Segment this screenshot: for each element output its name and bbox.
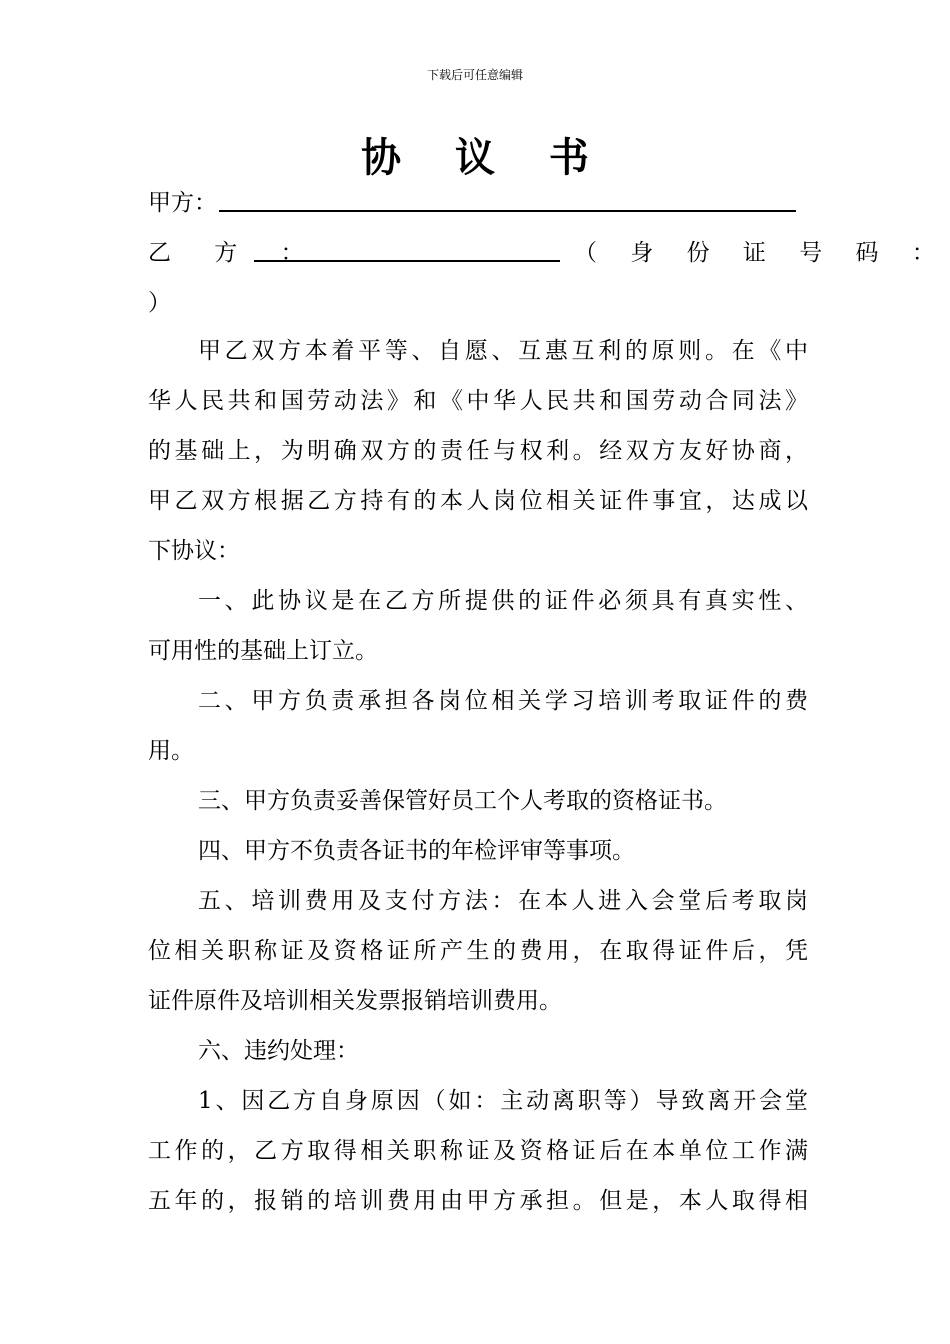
party-b-label: 乙 方 ： (148, 240, 322, 266)
body-line: 下协议： (148, 538, 240, 564)
party-a-label: 甲方： (148, 190, 217, 216)
body-line: 甲乙双方本着平等、自愿、互惠互利的原则。在《中 (198, 338, 808, 364)
body-line: 工作的，乙方取得相关职称证及资格证后在本单位工作满 (148, 1138, 808, 1164)
party-a-blank[interactable] (219, 210, 796, 212)
clause-3: 三、甲方负责妥善保管好员工个人考取的资格证书。 (198, 788, 727, 814)
body-line: 位相关职称证及资格证所产生的费用，在取得证件后，凭 (148, 938, 808, 964)
body-line: 的基础上，为明确双方的责任与权利。经双方友好协商， (148, 438, 808, 464)
body-line: 华人民共和国劳动法》和《中华人民共和国劳动合同法》 (148, 388, 808, 414)
body-line: 可用性的基础上订立。 (148, 638, 378, 664)
party-b-close-paren: ） (148, 290, 171, 316)
body-line: 五年的，报销的培训费用由甲方承担。但是，本人取得相 (148, 1188, 808, 1214)
clause-2: 二、甲方负责承担各岗位相关学习培训考取证件的费 (198, 688, 808, 714)
clause-6: 六、违约处理： (198, 1038, 359, 1064)
body-line: 甲乙双方根据乙方持有的本人岗位相关证件事宜，达成以 (148, 488, 808, 514)
clause-5: 五、培训费用及支付方法：在本人进入会堂后考取岗 (198, 888, 808, 914)
header-note: 下载后可任意编辑 (426, 68, 523, 82)
clause-4: 四、甲方不负责各证书的年检评审等事项。 (198, 838, 635, 864)
clause-6-1: 1、因乙方自身原因（如：主动离职等）导致离开会堂 (198, 1088, 808, 1114)
party-b-blank[interactable] (254, 260, 560, 262)
clause-1: 一、此协议是在乙方所提供的证件必须具有真实性、 (198, 588, 808, 614)
body-line: 用。 (148, 738, 194, 764)
body-line: 证件原件及培训相关发票报销培训费用。 (148, 988, 562, 1014)
document-title: 协 议 书 (361, 134, 609, 181)
party-b-id-label: （ 身 份 证 号 码 ： (574, 240, 948, 266)
